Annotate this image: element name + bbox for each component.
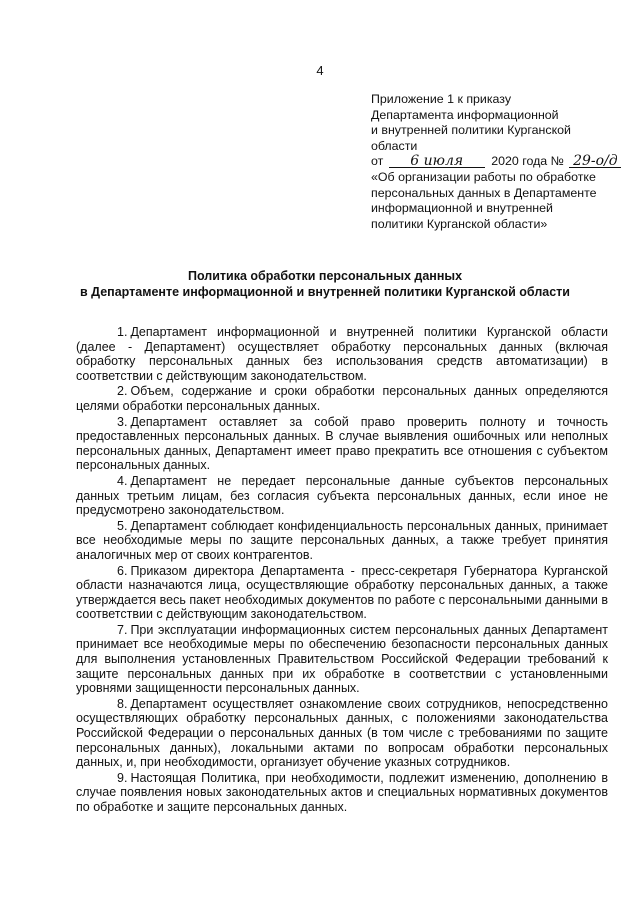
appendix-line: Приложение 1 к приказу <box>371 92 512 106</box>
paragraph-number: 7. <box>117 622 128 637</box>
paragraph-text: При эксплуатации информационных систем персональных данных Департамент принимает все необходимые меры по обеспечению безопасности персональных данных для выполнения установленных Правительством Российской Федерации требований к защите персональных данных при их обработке в соответствии с установленными уровнями защищенности персональных данных. <box>76 622 608 696</box>
policy-paragraph <box>76 564 608 622</box>
paragraph-number: 1. <box>117 325 128 339</box>
paragraph-text: Департамент оставляет за собой право проверить полноту и точность предоставленных персональных данных. В случае выявления ошибочных или неполных персональных данных, Департамент имеет право прекратить все отношения с субъектом персональных данных. <box>76 414 608 473</box>
paragraph-text: Департамент соблюдает конфиденциальность персональных данных, принимает все необходимые меры по защите персональных данных, а также требует принятия аналогичных мер от своих контрагентов. <box>76 518 608 562</box>
paragraph-text: Настоящая Политика, при необходимости, подлежит изменению, дополнению в случае появления новых законодательных актов и специальных нормативных документов по обработке и защите персональных данных. <box>76 770 608 814</box>
policy-paragraph <box>76 697 608 770</box>
paragraph-number: 2. <box>117 384 128 399</box>
appendix-header <box>371 92 633 232</box>
appendix-subject-line: политики Курганской области» <box>371 216 548 231</box>
policy-paragraph <box>76 384 608 413</box>
title-line: Политика обработки персональных данных <box>187 269 463 283</box>
year-text: 2020 года № <box>491 154 564 169</box>
policy-paragraph <box>76 623 608 696</box>
from-prefix: от <box>371 154 384 169</box>
paragraph-number: 8. <box>117 696 128 711</box>
paragraph-number: 4. <box>117 473 128 488</box>
paragraph-text: Департамент осуществляет ознакомление своих сотрудников, непосредственно осуществляющих обработку персональных данных, с положениями законодательства Российской Федерации о персональных данных (в том числе с требованиями по защите персональных данных), локальными актами по вопросам обработки персональных данных, и, при необходимости, организует обучение указных сотрудников. <box>76 696 608 770</box>
appendix-subject-line: персональных данных в Департаменте <box>371 185 597 200</box>
policy-paragraph <box>76 771 608 815</box>
appendix-line: Департамента информационной <box>371 107 559 122</box>
policy-paragraph <box>76 519 608 563</box>
appendix-line: и внутренней политики Курганской <box>371 123 571 138</box>
appendix-subject-line: «Об организации работы по обработке <box>371 169 596 184</box>
policy-body <box>76 325 608 816</box>
paragraph-number: 3. <box>117 414 128 429</box>
title-line: в Департаменте информационной и внутренней политики Курганской области <box>80 284 570 299</box>
handwritten-date: 6 июля <box>389 155 485 168</box>
appendix-line: области <box>371 138 418 153</box>
paragraph-text: Департамент информационной и внутренней политики Курганской области (далее - Департамент) осуществляет обработку персональных данных (включая обработку персональных данных без использования средств автоматизации) в соответствии с действующим законодательством. <box>76 325 608 383</box>
paragraph-text: Объем, содержание и сроки обработки персональных данных определяются целями обработки персональных данных. <box>76 384 608 413</box>
policy-paragraph <box>76 474 608 518</box>
page-number: 4 <box>316 63 324 78</box>
order-date-line <box>371 154 633 170</box>
paragraph-text: Приказом директора Департамента - пресс-секретаря Губернатора Курганской области назначаются лица, осуществляющие обработку персональных данных, а также утверждается весь пакет необходимых документов по работе с персональными данными в соответствии с действующим законодательством. <box>76 563 608 622</box>
appendix-subject-line: информационной и внутренней <box>371 201 553 216</box>
handwritten-order-number: 29-о/д <box>569 155 621 168</box>
paragraph-number: 6. <box>117 563 128 578</box>
policy-paragraph <box>76 415 608 473</box>
document-title <box>40 269 610 300</box>
paragraph-text: Департамент не передает персональные данные субъектов персональных данных третьим лицам, без согласия субъекта персональных данных, если иное не предусмотрено законодательством. <box>76 473 608 518</box>
paragraph-number: 9. <box>117 770 128 785</box>
paragraph-number: 5. <box>117 518 128 533</box>
policy-paragraph <box>76 325 608 383</box>
